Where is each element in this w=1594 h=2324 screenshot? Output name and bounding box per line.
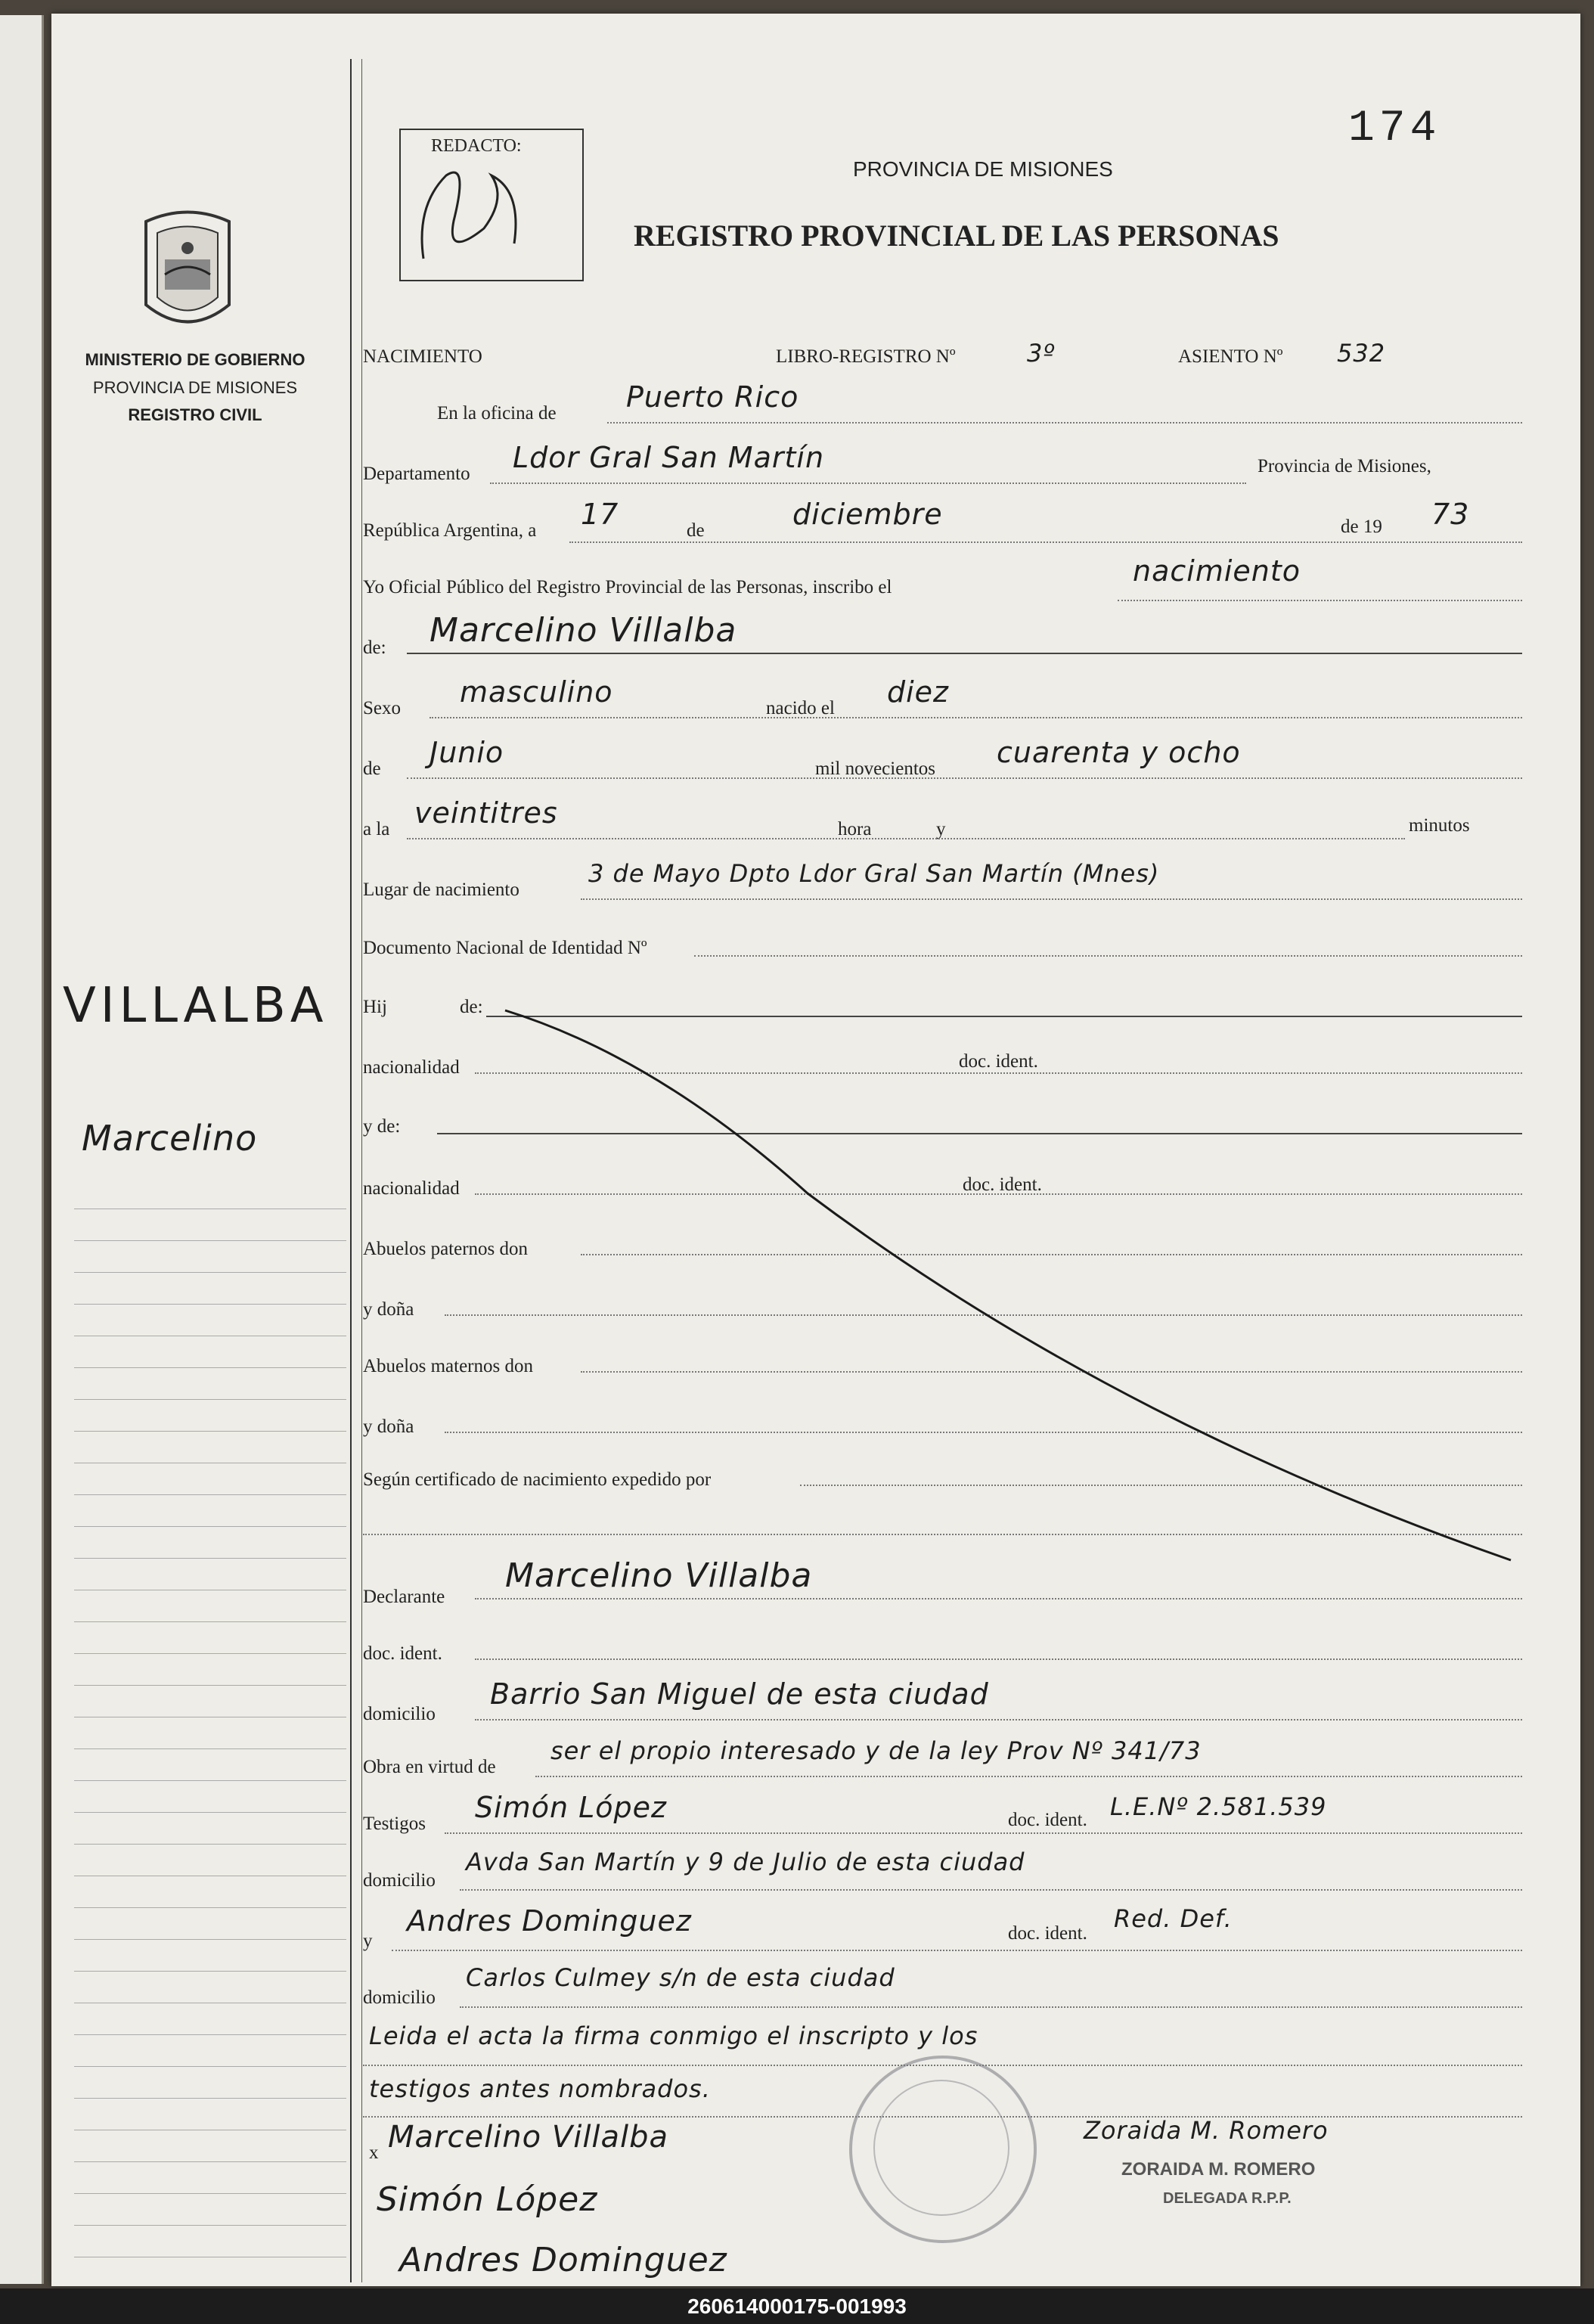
value-obra: ser el propio interesado y de la ley Prov Nº 341/73 [550,1736,1202,1765]
value-testigo2: Andres Dominguez [407,1904,692,1938]
signature-oficial: Zoraida M. Romero [1084,2116,1329,2145]
value-lugar: 3 de Mayo Dpto Ldor Gral San Martín (Mnes) [588,859,1160,888]
label-de-colon: de: [363,638,386,658]
label-doc-ident-1: doc. ident. [959,1051,1038,1072]
label-ala: a la [363,819,390,839]
label-nacimiento: NACIMIENTO [363,346,482,367]
ministry-line1: MINISTERIO DE GOBIERNO [85,350,305,369]
label-y-dona-1: y doña [363,1299,414,1320]
label-domicilio-2: domicilio [363,1870,436,1891]
value-testigo2-dom: Carlos Culmey s/n de esta ciudad [466,1963,895,1992]
page-number: 174 [1348,104,1441,154]
value-domicilio: Barrio San Miguel de esta ciudad [490,1677,989,1711]
label-nacido: nacido el [766,698,835,718]
label-y-de: y de: [363,1116,401,1137]
label-asiento: ASIENTO Nº [1178,346,1283,367]
label-de-mes: de [363,759,381,779]
label-republica: República Argentina, a [363,520,537,541]
ministry-line2: PROVINCIA DE MISIONES [92,378,298,397]
label-declarante: Declarante [363,1587,445,1607]
redacto-label: REDACTO: [431,136,522,156]
value-leida-1: Leida el acta la firma conmigo el inscripto y los [369,2021,978,2050]
value-sexo: masculino [460,675,613,709]
label-domicilio-1: domicilio [363,1704,436,1724]
label-oficina: En la oficina de [437,403,557,424]
label-domicilio-3: domicilio [363,1987,436,2008]
label-minutos: minutos [1409,815,1470,836]
value-testigo1-dom: Avda San Martín y 9 de Julio de esta ciudad [466,1848,1025,1876]
label-hora: hora [838,819,872,839]
label-lugar: Lugar de nacimiento [363,880,519,900]
signature-testigo1: Simón López [377,2180,598,2219]
signature-testigo2: Andres Dominguez [399,2241,727,2279]
value-testigo1-doc: L.E.Nº 2.581.539 [1110,1792,1327,1821]
label-y: y [936,819,946,839]
stamp-title: DELEGADA R.P.P. [1163,2190,1292,2207]
label-nacionalidad-1: nacionalidad [363,1057,460,1078]
label-de: de [687,520,705,541]
label-doc-ident-t1: doc. ident. [1008,1810,1087,1830]
value-libro: 3º [1027,339,1056,368]
header-registry: REGISTRO PROVINCIAL DE LAS PERSONAS [634,219,1279,253]
value-asiento: 532 [1337,339,1386,368]
label-mil: mil novecientos [815,759,935,779]
value-anio: 73 [1431,498,1470,531]
value-testigo2-doc: Red. Def. [1114,1904,1233,1933]
label-x: x [369,2142,379,2163]
margin-surname: VILLALBA [63,978,328,1034]
value-dia: 17 [581,498,619,531]
label-testigos: Testigos [363,1814,426,1834]
label-provincia: Provincia de Misiones, [1258,456,1431,476]
value-oficina: Puerto Rico [626,380,799,414]
value-mes: diciembre [792,498,943,531]
value-nacido-anio: cuarenta y ocho [997,736,1241,769]
label-sexo: Sexo [363,698,401,718]
official-round-stamp [849,2056,1037,2243]
margin-given-name: Marcelino [82,1118,258,1159]
label-de-parent1: de: [460,997,483,1017]
label-departamento: Departamento [363,464,470,484]
label-abuelos-maternos: Abuelos maternos don [363,1356,533,1376]
document-page [51,14,1580,2286]
value-hora: veintitres [414,796,558,830]
value-inscribo: nacimiento [1133,554,1301,588]
label-segun: Según certificado de nacimiento expedido por [363,1469,712,1490]
label-dni: Documento Nacional de Identidad Nº [363,938,647,958]
value-leida-2: testigos antes nombrados. [369,2074,711,2103]
label-nacionalidad-2: nacionalidad [363,1178,460,1199]
label-hij: Hij [363,997,387,1017]
label-y-dona-2: y doña [363,1416,414,1437]
left-page-edge [0,15,44,2284]
cancel-line [51,14,1580,2286]
value-nacido-mes: Junio [430,736,504,769]
label-doc-ident-t2: doc. ident. [1008,1923,1087,1944]
label-oficial: Yo Oficial Público del Registro Provincial de las Personas, inscribo el [363,577,892,597]
value-departamento: Ldor Gral San Martín [513,441,825,474]
document-id-footer: 260614000175-001993 [0,2288,1594,2324]
label-libro: LIBRO-REGISTRO Nº [776,346,956,367]
value-nombre: Marcelino Villalba [430,611,737,650]
label-abuelos-paternos: Abuelos paternos don [363,1239,529,1259]
signature-inscripto: Marcelino Villalba [388,2120,669,2155]
value-nacido-dia: diez [887,675,950,709]
label-y-t2: y [363,1931,373,1951]
label-doc-ident-2: doc. ident. [963,1174,1042,1195]
stamp-name: ZORAIDA M. ROMERO [1121,2159,1316,2180]
label-de19: de 19 [1341,517,1382,537]
label-doc-ident-decl: doc. ident. [363,1643,442,1664]
value-declarante: Marcelino Villalba [505,1556,813,1595]
header-province: PROVINCIA DE MISIONES [853,157,1113,181]
ministry-line3: REGISTRO CIVIL [128,405,262,424]
label-obra: Obra en virtud de [363,1757,496,1777]
value-testigo1: Simón López [475,1791,667,1824]
